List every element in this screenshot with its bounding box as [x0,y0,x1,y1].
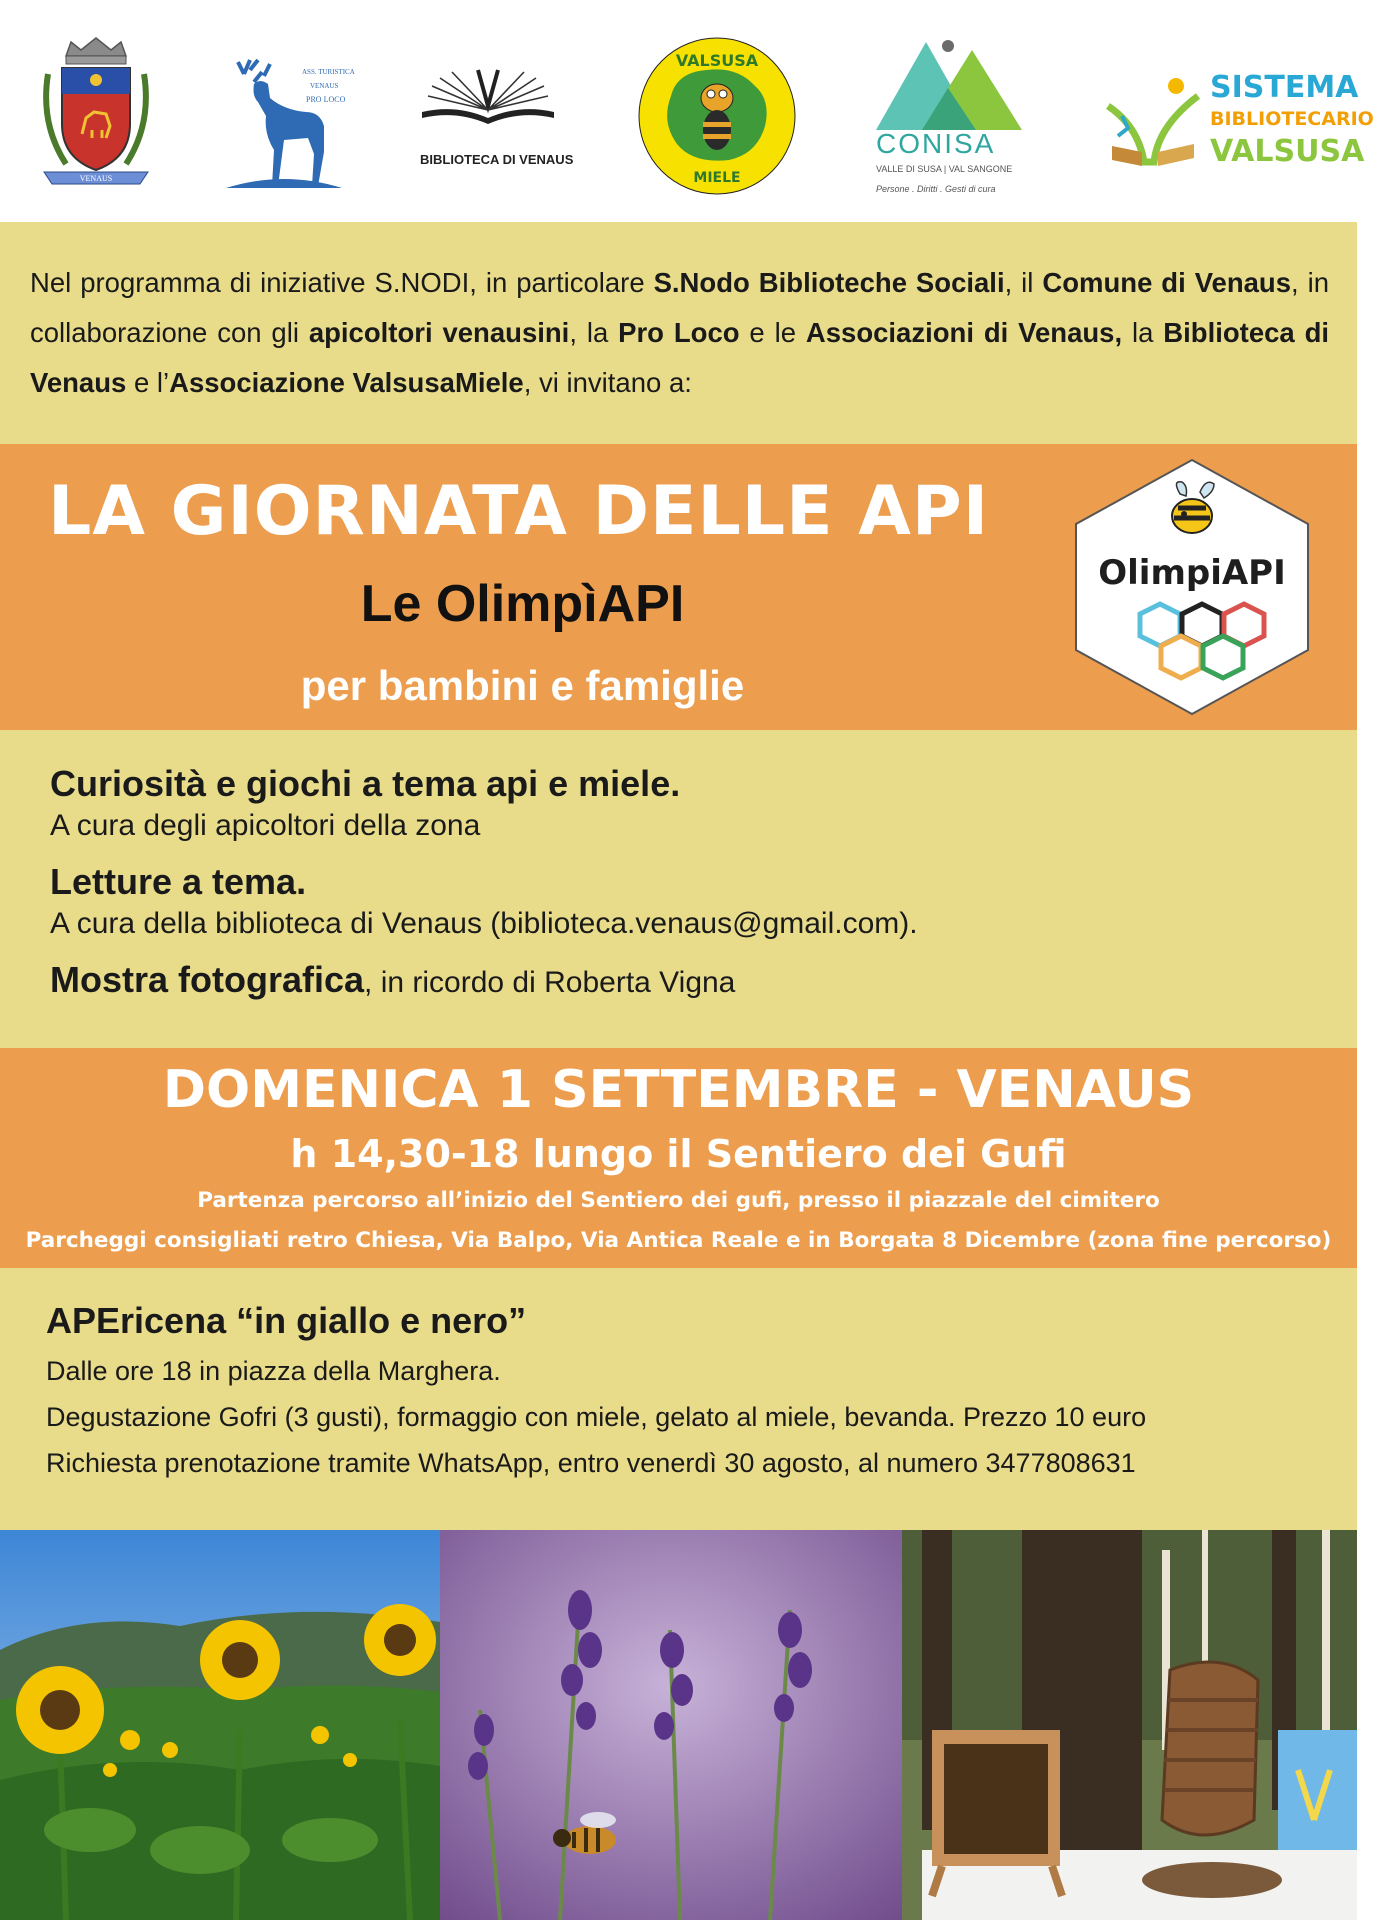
pro-loco-logo [224,54,355,194]
comune-motto: VENAUS [79,174,113,183]
valsusa-top-text: VALSUSA [675,51,759,70]
title-band [0,444,1357,730]
activity-title: Mostra fotografica [50,959,365,1000]
apericena-title: APEricena “in giallo e nero” [46,1300,527,1341]
event-title: LA GIORNATA DELLE API [48,472,990,551]
sistema-line-1: SISTEMA [1210,70,1359,105]
conisa-sub: VALLE DI SUSA | VAL SANGONE [876,164,1013,174]
logo-strip [0,0,1374,222]
sistema-line-3: VALSUSA [1210,134,1365,169]
lavender-bee-photo [440,1530,902,1920]
sistema-line-2: BIBLIOTECARIO [1210,108,1374,130]
intro-text-6: la [1122,317,1164,348]
olimpiapi-badge [1068,456,1316,723]
activity-item [50,762,1357,846]
biblioteca-venaus-logo [418,66,574,167]
activities-section [0,730,1357,1048]
intro-bold-comune: Comune di Venaus [1042,267,1292,298]
intro-section [0,222,1357,444]
intro-text-2: , il [1004,267,1043,298]
proloco-text-3: PRO LOCO [306,95,346,104]
proloco-text-1: ASS. TURISTICA [302,68,355,76]
valsusa-miele-logo [637,36,797,196]
intro-text-7: e l’ [126,367,170,398]
activity-title-inline [50,958,1357,1005]
event-date: DOMENICA 1 SETTEMBRE - VENAUS [162,1060,1195,1120]
photo-strip [0,1530,1357,1920]
apericena-menu: Degustazione Gofri (3 gusti), formaggio con miele, gelato al miele, bevanda. Prezzo 10 euro [46,1402,1147,1432]
apericena-time: Dalle ore 18 in piazza della Marghera. [46,1356,501,1386]
intro-paragraph [30,258,1329,408]
activity-title: Curiosità e giochi a tema api e miele. [50,763,681,804]
biblioteca-caption: BIBLIOTECA DI VENAUS [420,152,574,167]
activity-inline-desc: , in ricordo di Roberta Vigna [364,966,736,999]
intro-text-3: , in collaborazione con gli [30,267,1330,348]
activity-item [50,860,1357,944]
intro-bold-associazioni: Associazioni di Venaus, [805,317,1123,348]
conisa-logo [872,34,1022,194]
comune-venaus-logo [36,34,156,194]
valsusa-bottom-text: MIELE [693,170,741,186]
intro-text-5: e le [739,317,806,348]
apericena-booking: Richiesta prenotazione tramite WhatsApp, entro venerdì 30 agosto, al numero 3477808631 [46,1448,1136,1478]
event-start-point: Partenza percorso all’inizio del Sentiero dei gufi, presso il piazzale del cimitero [197,1188,1160,1213]
beehives-photo [902,1530,1357,1920]
event-parking: Parcheggi consigliati retro Chiesa, Via Balpo, Via Antica Reale e in Borgata 8 Dicembre (zona fine percorso) [25,1228,1332,1253]
intro-bold-snodo: S.Nodo Biblioteche Sociali [653,267,1005,298]
event-subtitle: Le OlimpìAPI [360,575,685,633]
intro-text-8: , vi invitano a: [523,367,692,398]
sistema-bibliotecario-logo [1098,66,1374,176]
intro-bold-apicoltori: apicoltori venausini [308,317,570,348]
activity-desc: A cura degli apicoltori della zona [50,809,481,842]
apericena-section [0,1268,1357,1530]
badge-text: OlimpiAPI [1098,553,1286,593]
event-time: h 14,30-18 lungo il Sentiero dei Gufi [290,1132,1067,1176]
activity-desc: A cura della biblioteca di Venaus (biblioteca.venaus@gmail.com). [50,907,918,940]
intro-bold-biblioteca: Biblioteca di Venaus [30,317,1330,398]
conisa-name: CONISA [876,128,996,159]
sunflowers-photo [0,1530,440,1920]
event-tagline: per bambini e famiglie [300,662,745,709]
intro-text-4: , la [569,317,619,348]
activity-title: Letture a tema. [50,861,307,902]
proloco-text-2: VENAUS [310,82,339,90]
intro-bold-proloco: Pro Loco [618,317,740,348]
sunflower-icon [364,1604,436,1676]
sunflower-icon [16,1666,104,1754]
intro-bold-valsusamiele: Associazione ValsusaMiele [169,367,524,398]
intro-text-1: Nel programma di iniziative S.NODI, in particolare [30,267,654,298]
activity-item [50,958,1357,1005]
sunflower-icon [200,1620,280,1700]
conisa-tagline: Persone . Diritti . Gesti di cura [876,184,996,194]
date-band [0,1048,1357,1268]
